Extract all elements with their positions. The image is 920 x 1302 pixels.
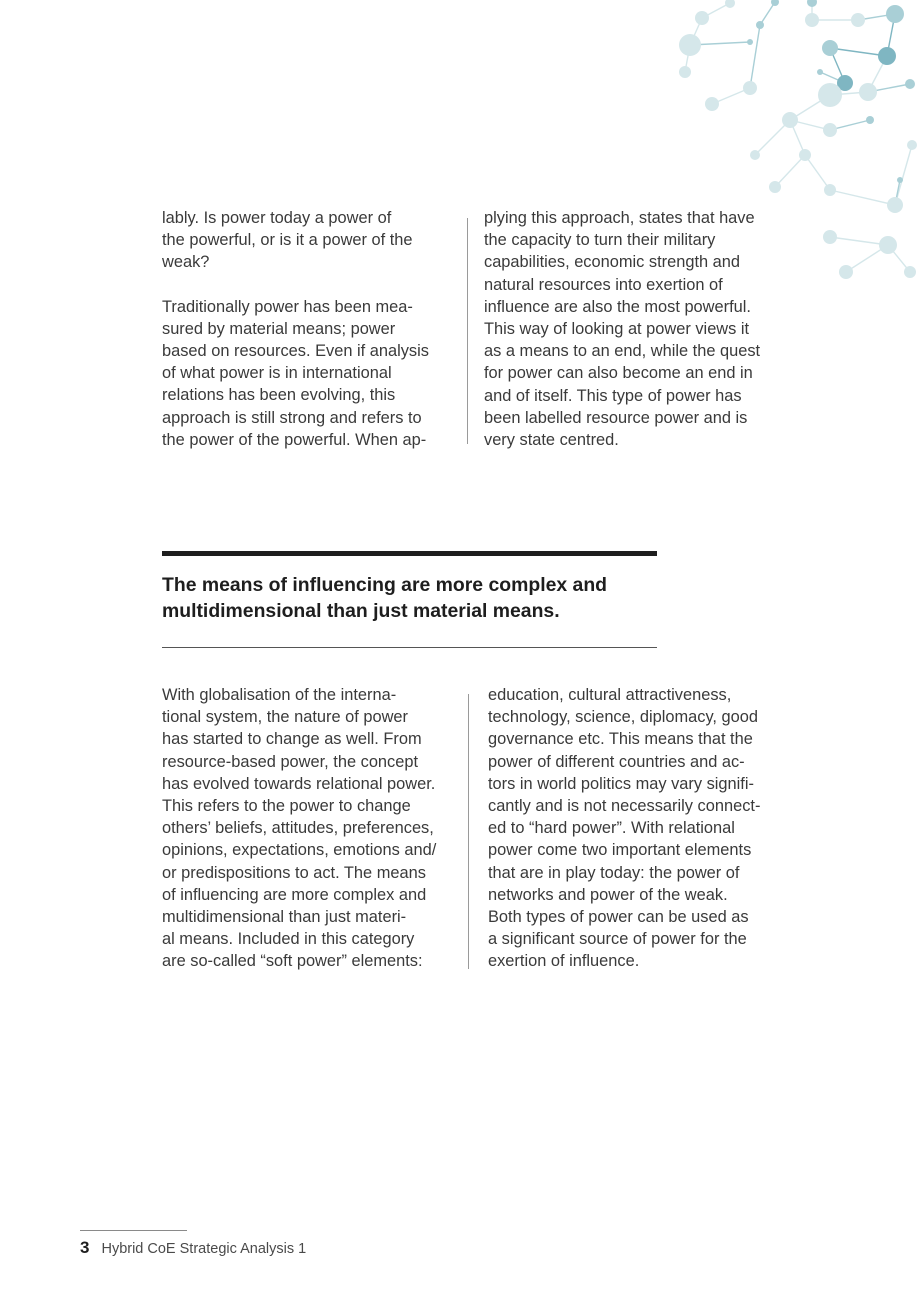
callout-top-bar	[162, 551, 657, 556]
footer-rule	[80, 1230, 187, 1231]
network-node	[756, 21, 764, 29]
network-node	[769, 181, 781, 193]
upper-left-column	[162, 207, 454, 451]
column-divider	[467, 218, 468, 444]
network-node	[824, 184, 836, 196]
upper-right-column	[484, 207, 784, 451]
network-node	[679, 34, 701, 56]
network-link	[830, 190, 895, 205]
lower-left-column	[162, 684, 462, 973]
network-node	[839, 265, 853, 279]
network-node	[725, 0, 735, 8]
paragraph: plying this approach, states that have the capacity to turn their military capabilities, economic strength and natural resources into exertion of influence are also the most powerful. This way of looking at power views it as a means to an end, while the quest for power can also become an end in and of itself. This type of power has been labelled resource power and is very state centred.	[484, 209, 761, 450]
network-node	[807, 0, 817, 7]
paragraph: Traditionally power has been mea- sured by material means; power based on resources. Even if analysis of what power is in international relations has been evolving, this approach is still strong and refers to the power of the powerful. When ap-	[162, 297, 429, 449]
network-node	[878, 47, 896, 65]
network-node	[866, 116, 874, 124]
network-link	[775, 155, 805, 187]
column-divider	[468, 694, 469, 969]
pull-quote: The means of influencing are more complex and multidimensional than just material means.	[162, 574, 608, 622]
network-node	[782, 112, 798, 128]
network-link	[895, 145, 912, 205]
network-node	[886, 5, 904, 23]
network-node	[747, 39, 753, 45]
network-node	[750, 150, 760, 160]
network-node	[679, 66, 691, 78]
page-number: 3	[80, 1238, 90, 1257]
network-node	[897, 177, 903, 183]
network-node	[823, 230, 837, 244]
network-node	[851, 13, 865, 27]
network-node	[743, 81, 757, 95]
network-link	[750, 25, 760, 88]
paragraph: education, cultural attractiveness, technology, science, diplomacy, good governance etc. This means that the power of different countries and ac- tors in world politics may vary signifi- cantly and is not necessarily connect- ed to “hard power”. With relational power come two important elements that are in play today: the power of networks and power of the weak. Both types of power can be used as a significant source of power for the exertion of influence.	[488, 686, 761, 971]
network-node	[817, 69, 823, 75]
network-node	[695, 11, 709, 25]
publication-title: Hybrid CoE Strategic Analysis 1	[101, 1241, 307, 1257]
network-node	[818, 83, 842, 107]
paragraph: lably. Is power today a power of the powerful, or is it a power of the weak?	[162, 209, 413, 272]
callout-bottom-rule	[162, 647, 657, 648]
network-link	[805, 155, 830, 190]
paragraph: With globalisation of the interna- tional system, the nature of power has started to change as well. From resource-based power, the concept has evolved towards relational power. This refers to the power to change others’ beliefs, attitudes, preferences, opinions, expectations, emotions and/ or predispositions to act. The means of influencing are more complex and multidimensional than just materi- al means. Included in this category are so-called “soft power” elements:	[162, 686, 437, 971]
network-node	[879, 236, 897, 254]
network-node	[705, 97, 719, 111]
footer	[80, 1238, 306, 1258]
lower-right-column	[488, 684, 788, 973]
network-node	[822, 40, 838, 56]
network-node	[907, 140, 917, 150]
network-node	[904, 266, 916, 278]
network-node	[905, 79, 915, 89]
network-node	[823, 123, 837, 137]
network-node	[805, 13, 819, 27]
network-node	[887, 197, 903, 213]
network-link	[760, 2, 775, 25]
network-node	[859, 83, 877, 101]
network-node	[799, 149, 811, 161]
